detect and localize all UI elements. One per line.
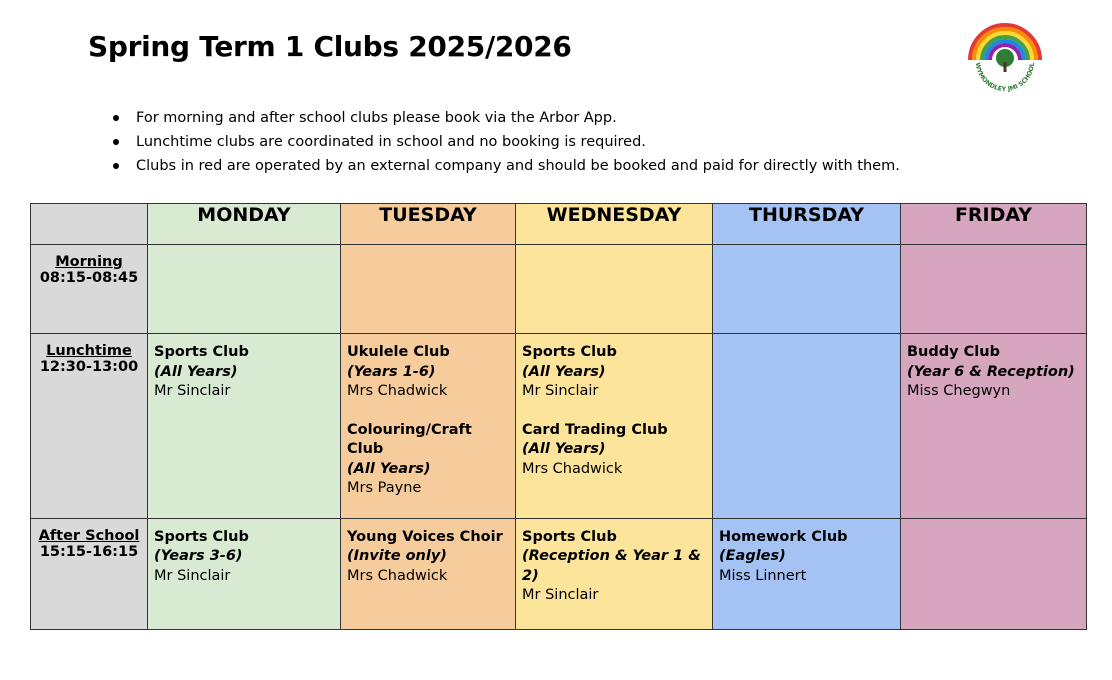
bullet-lunchtime: Lunchtime clubs are coordinated in school and no booking is required. (110, 130, 900, 154)
club-years: (All Years) (347, 460, 431, 477)
club-entry (347, 343, 509, 402)
row-lunchtime (31, 334, 1087, 519)
slot-label-lunchtime (31, 334, 148, 519)
cell-lunchtime-tuesday (341, 334, 516, 519)
club-entry (907, 343, 1080, 402)
cell-lunchtime-monday (148, 334, 341, 519)
club-years: (Years 3-6) (154, 548, 243, 564)
club-name: Young Voices Choir (347, 528, 503, 545)
cell-lunchtime-friday (901, 334, 1087, 519)
slot-name: Lunchtime (46, 343, 132, 359)
slot-time: 08:15-08:45 (39, 270, 139, 286)
club-years: (All Years) (522, 441, 606, 457)
header-corner (31, 204, 148, 245)
school-logo-icon (966, 22, 1044, 94)
header-thursday: THURSDAY (713, 204, 901, 245)
club-lead: Miss Linnert (719, 567, 807, 584)
bullet-booking: For morning and after school clubs please book via the Arbor App. (110, 106, 900, 130)
club-years: (Years 1-6) (347, 363, 436, 380)
slot-name: After School (38, 527, 140, 544)
bullet-external: Clubs in red are operated by an external company and should be booked and paid for directly with them. (110, 154, 900, 178)
header-monday: MONDAY (148, 204, 341, 245)
club-lead: Mrs Chadwick (347, 383, 448, 399)
club-name: Buddy Club (907, 344, 1000, 360)
header-tuesday: TUESDAY (341, 204, 516, 245)
club-years: (Reception & Year 1 & 2) (522, 548, 701, 584)
clubs-timetable (30, 203, 1087, 630)
cell-after-monday (148, 518, 341, 629)
club-lead: Miss Chegwyn (907, 383, 1011, 399)
club-years: (All Years) (522, 363, 606, 380)
club-name: Homework Club (719, 528, 848, 545)
club-entry (719, 528, 894, 587)
row-after-school (31, 518, 1087, 629)
cell-after-tuesday (341, 518, 516, 629)
club-name: Sports Club (154, 344, 249, 360)
slot-label-morning (31, 245, 148, 334)
cell-lunchtime-wednesday (516, 334, 713, 519)
club-years: (Year 6 & Reception) (907, 363, 1075, 380)
cell-after-thursday (713, 518, 901, 629)
club-name: Ukulele Club (347, 344, 450, 360)
club-years: (Eagles) (719, 548, 786, 564)
slot-time: 12:30-13:00 (39, 359, 139, 375)
info-bullets (110, 106, 900, 178)
club-name: Sports Club (154, 528, 249, 545)
slot-name: Morning (55, 254, 123, 270)
club-name: Sports Club (522, 344, 617, 360)
club-years: (All Years) (154, 363, 238, 380)
club-lead: Mr Sinclair (522, 383, 599, 399)
club-entry (522, 421, 706, 480)
club-name: Sports Club (522, 528, 617, 545)
club-entry (154, 343, 334, 402)
cell-lunchtime-thursday (713, 334, 901, 519)
cell-after-wednesday (516, 518, 713, 629)
header-wednesday: WEDNESDAY (516, 204, 713, 245)
club-lead: Mr Sinclair (522, 587, 599, 603)
cell-morning-wednesday (516, 245, 713, 334)
club-entry (154, 528, 334, 587)
page-title: Spring Term 1 Clubs 2025/2026 (88, 30, 572, 63)
club-entry (347, 421, 509, 499)
cell-morning-thursday (713, 245, 901, 334)
cell-morning-tuesday (341, 245, 516, 334)
club-lead: Mr Sinclair (154, 383, 231, 399)
club-lead: Mr Sinclair (154, 567, 231, 584)
header-friday: FRIDAY (901, 204, 1087, 245)
club-years: (Invite only) (347, 548, 447, 564)
club-entry (522, 343, 706, 402)
club-entry (522, 528, 706, 606)
club-entry (347, 528, 509, 587)
club-lead: Mrs Chadwick (347, 567, 448, 584)
club-name: Colouring/Craft Club (347, 421, 472, 457)
club-lead: Mrs Chadwick (522, 460, 623, 477)
cell-morning-monday (148, 245, 341, 334)
slot-label-after-school (31, 518, 148, 629)
logo-text: WYMONDLEY JMI SCHOOL (973, 61, 1037, 94)
cell-after-friday (901, 518, 1087, 629)
row-morning (31, 245, 1087, 334)
cell-morning-friday (901, 245, 1087, 334)
club-lead: Mrs Payne (347, 480, 422, 496)
slot-time: 15:15-16:15 (39, 543, 139, 560)
club-name: Card Trading Club (522, 421, 668, 438)
